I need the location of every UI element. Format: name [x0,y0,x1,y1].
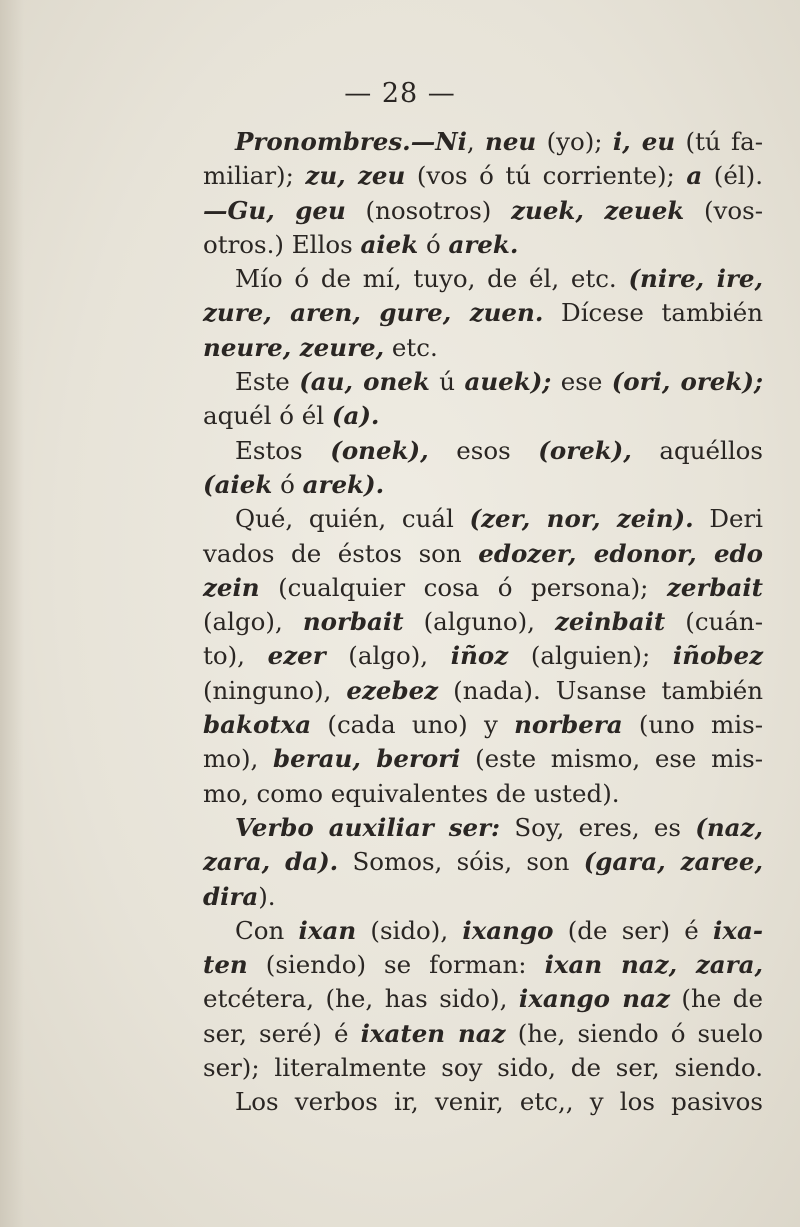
text-line [203,125,763,159]
text-segment: Soy, eres, es [500,812,696,842]
basque-term: zerbait [666,572,763,602]
text-line [203,1017,763,1051]
text-segment: (cuán- [665,607,763,637]
text-segment: ser); literalmente soy sido, de ser, siendo. [203,1053,763,1083]
text-segment: Con [235,915,299,945]
page-number: — 28 — [344,78,456,109]
text-line [203,159,763,193]
text-line [203,502,763,536]
text-line [203,296,763,330]
text-segment: Deri [693,504,764,534]
basque-term: auek); [464,367,552,397]
basque-term: ixango naz [518,984,670,1014]
basque-term: neu [485,127,537,156]
text-segment: (nosotros) [345,195,512,225]
text-segment: Los verbos ir, venir, etc,, y los pasivos [235,1087,763,1117]
basque-term: ixan naz, zara, [544,950,763,980]
basque-term: (nire, ire, [628,264,763,294]
text-line [203,1085,763,1119]
basque-term: ezebez [346,675,439,705]
basque-term: bakotxa [203,710,312,740]
text-segment: Mío ó de mí, tuyo, de él, etc. [235,264,629,294]
basque-term: berau, berori [273,744,461,774]
text-segment: (cada uno) y [311,710,515,740]
text-segment: etc. [384,332,438,362]
text-segment: mo, como equivalentes de usted). [203,778,620,808]
basque-term: ten [203,950,248,980]
text-segment: (él). [702,161,763,191]
text-line [203,982,763,1016]
text-segment: (vos ó tú corriente); [405,161,687,191]
text-line [203,639,763,673]
basque-term: arek). [302,469,385,499]
basque-term: norbera [514,710,623,740]
text-segment: (algo), [203,607,303,637]
basque-term: Pronombres.—Ni [235,127,467,156]
text-line [203,742,763,776]
text-segment: (he, siendo ó suelo [505,1018,763,1048]
text-segment: (nada). Usanse también [438,675,764,705]
text-segment: esos [428,435,539,465]
text-line [203,948,763,982]
text-segment: (uno mis- [622,710,763,740]
body-text [203,125,763,1120]
basque-term: —Gu, geu [203,195,346,225]
text-segment: Qué, quién, cuál [235,504,470,534]
text-line [203,880,763,914]
basque-term: a [686,161,703,191]
basque-term: ixa- [713,915,764,945]
text-segment: (vos- [684,195,763,225]
text-segment: (alguno), [403,607,555,637]
text-line [203,194,763,228]
text-line [203,674,763,708]
text-segment: to), [203,641,268,671]
basque-term: (aiek [203,469,273,499]
basque-term: iñoz [450,641,509,671]
text-line [203,708,763,742]
basque-term: zeinbait [554,607,666,637]
basque-term: iñobez [672,641,764,671]
basque-term: norbait [302,607,404,637]
page-edge-shadow [0,0,24,1227]
text-line [203,331,763,365]
text-line [203,262,763,296]
text-line [203,571,763,605]
basque-term: aiek [360,229,419,259]
basque-term: Verbo auxiliar ser: [235,812,501,842]
basque-term: (ori, orek); [611,367,763,397]
basque-term: neure, zeure, [203,332,385,362]
basque-term: ixan [298,915,357,945]
basque-term: (naz, [695,812,764,842]
text-segment: mo), [203,744,273,774]
basque-term: zuek, zeuek [511,195,685,225]
text-segment: ese [551,367,612,397]
text-segment: , [466,127,486,156]
basque-term: ixango [462,915,554,945]
text-segment: (algo), [325,641,451,671]
basque-term: zure, aren, gure, zuen. [203,298,544,328]
basque-term: (gara, zaree, [583,847,763,877]
basque-term: i, eu [612,127,676,156]
text-segment: Estos [235,435,331,465]
text-line [203,434,763,468]
text-line [203,365,763,399]
text-segment: aquél ó él [203,401,332,431]
basque-term: (zer, nor, zein). [469,504,694,534]
basque-term: dira [203,881,259,911]
basque-term: ixaten naz [360,1018,506,1048]
text-segment: (tú fa- [675,127,763,156]
text-line [203,537,763,571]
text-segment: (de ser) é [553,915,714,945]
text-segment: (este mismo, ese mis- [460,744,763,774]
basque-term: (au, onek [299,367,430,397]
text-segment: Dícese también [543,298,763,328]
text-segment: (sido), [356,915,463,945]
text-line [203,914,763,948]
text-segment: ú [429,367,465,397]
basque-term: (onek), [330,435,429,465]
text-segment: Somos, sóis, son [338,847,584,877]
text-segment: (siendo) se forman: [247,950,545,980]
text-line [203,399,763,433]
basque-term: zu, zeu [305,161,406,191]
basque-term: arek. [448,229,519,259]
basque-term: (a). [331,401,380,431]
text-segment: vados de éstos son [203,538,479,568]
text-segment: (cualquier cosa ó persona); [259,572,667,602]
text-line [203,777,763,811]
text-segment: ser, seré) é [203,1018,361,1048]
text-segment: Este [235,367,300,397]
text-segment: (alguien); [508,641,673,671]
basque-term: zara, da). [203,847,339,877]
text-segment: ). [258,881,276,911]
text-line [203,605,763,639]
text-segment: ó [418,229,449,259]
text-segment: etcétera, (he, has sido), [203,984,519,1014]
text-line [203,228,763,262]
text-line [203,811,763,845]
text-line [203,845,763,879]
text-segment: otros.) Ellos [203,229,361,259]
basque-term: zein [203,572,260,602]
text-segment: (yo); [536,127,613,156]
text-segment: (ninguno), [203,675,347,705]
text-segment: ó [272,469,303,499]
basque-term: edozer, edonor, edo [478,538,764,568]
basque-term: ezer [267,641,326,671]
text-line [203,1051,763,1085]
text-segment: (he de [669,984,763,1014]
text-segment: miliar); [203,161,306,191]
basque-term: (orek), [538,435,632,465]
text-line [203,468,763,502]
text-segment: aquéllos [631,435,763,465]
